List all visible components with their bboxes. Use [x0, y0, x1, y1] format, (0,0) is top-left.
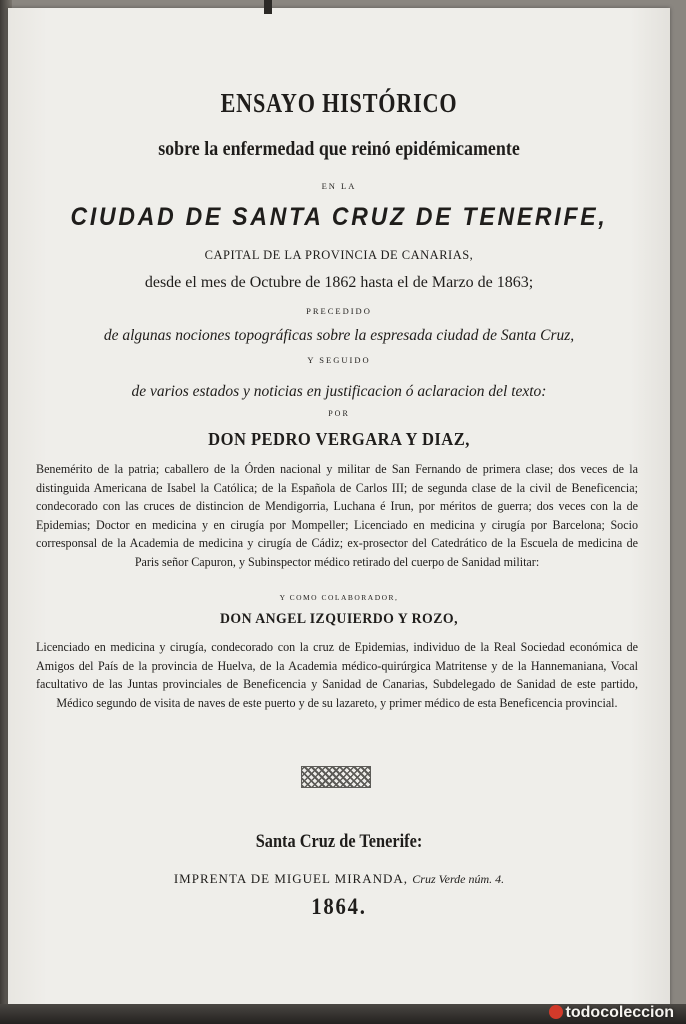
- book-page: [8, 8, 670, 1008]
- date-range: desde el mes de Octubre de 1862 hasta el de Marzo de 1863;: [144, 274, 534, 291]
- printer-address: Cruz Verde núm. 4.: [412, 872, 505, 886]
- collaborator-line: Y COMO COLABORADOR,: [279, 593, 399, 602]
- publication-year: 1864.: [311, 894, 367, 919]
- book-title: ENSAYO HISTÓRICO: [220, 88, 458, 118]
- printer-name: IMPRENTA DE MIGUEL MIRANDA,: [173, 871, 409, 886]
- por-line: POR: [328, 409, 350, 418]
- printer-line: [8, 871, 670, 887]
- publication-place: Santa Cruz de Tenerife:: [255, 831, 423, 852]
- watermark-text: todocoleccion: [565, 1004, 674, 1021]
- precedido-line: PRECEDIDO: [306, 306, 372, 316]
- watermark-logo-icon: [549, 1005, 563, 1019]
- en-la-line: EN LA: [321, 181, 357, 191]
- author-name: DON PEDRO VERGARA Y DIAZ,: [208, 429, 470, 449]
- y-seguido-line: Y SEGUIDO: [307, 355, 371, 365]
- varios-line: de varios estados y noticias en justificacion ó aclaracion del texto:: [131, 383, 547, 400]
- watermark: [549, 1004, 674, 1022]
- city-name: CIUDAD DE SANTA CRUZ DE TENERIFE,: [70, 203, 608, 231]
- bookmark-ribbon: [264, 0, 272, 14]
- capital-line: CAPITAL DE LA PROVINCIA DE CANARIAS,: [204, 248, 474, 262]
- collaborator-name: DON ANGEL IZQUIERDO Y ROZO,: [220, 611, 458, 627]
- collaborator-bio: Licenciado en medicina y cirugía, condecorado con la cruz de Epidemias, individuo de la Real Sociedad económica de Amigos del País de la provincia de Huelva, de la Academia médico-quirúrgica Matritense y de la Hannemaniana, Vocal facultativo de las Juntas provinciales de Beneficencia y Sanidad de Canarias, Subdelegado de Sanidad de este partido, Médico segundo de visita de naves de este puerto y de su lazareto, y primer médico de esta Beneficencia provincial.: [36, 640, 638, 710]
- author-bio: Benemérito de la patria; caballero de la Órden nacional y militar de San Fernando de primera clase; dos veces de la distinguida Americana de Isabel la Católica; de la Española de Carlos III; de segunda clase de la civil de Beneficencia; condecorado con las cruces de distincion de Mendigorria, Luchana é Irun, por méritos de guerra; dos veces con la de Epidemias; Doctor en medicina y en cirugía por Mompeller; Licenciado en medicina y cirugía por Barcelona; Socio corresponsal de la Academia de medicina y cirugía de Cádiz; ex-prosector del Catedrático de la Escuela de medicina de Paris señor Capuron, y Subinspector médico retirado del cuerpo de Sanidad militar:: [36, 462, 638, 569]
- nociones-line: de algunas nociones topográficas sobre la espresada ciudad de Santa Cruz,: [103, 327, 575, 344]
- printer-ornament: [301, 766, 371, 788]
- book-subtitle: sobre la enfermedad que reinó epidémicamente: [158, 139, 520, 160]
